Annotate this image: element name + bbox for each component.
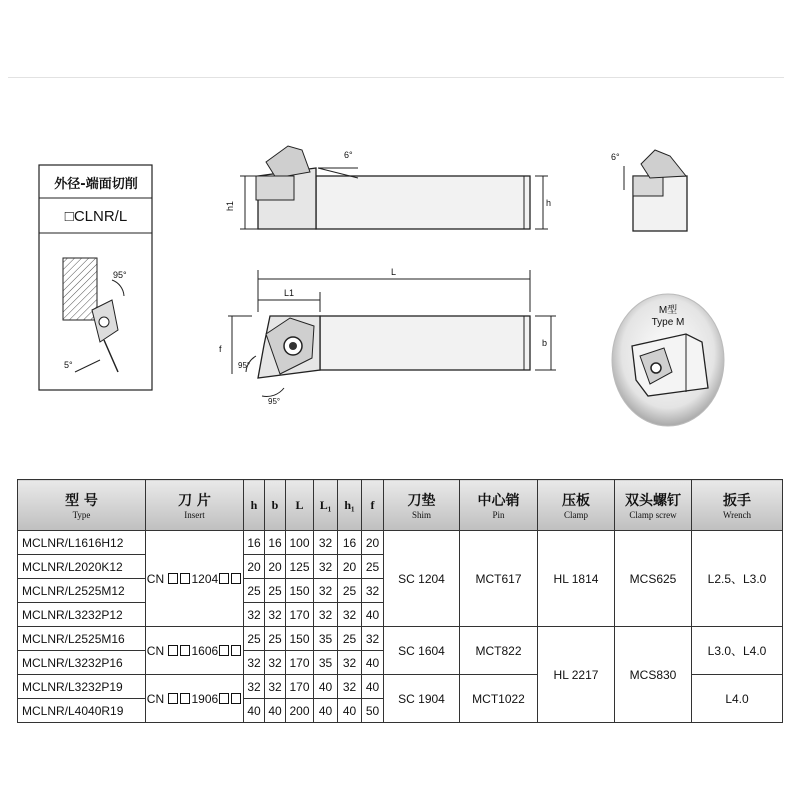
L-label: L xyxy=(391,267,397,277)
header-L1: L₁ xyxy=(314,480,338,531)
insert-cell: CN 1204 xyxy=(146,531,244,627)
side-view xyxy=(225,146,551,229)
L-cell: 170 xyxy=(286,651,314,675)
b-cell: 40 xyxy=(265,699,286,723)
operation-title: 外径-端面切削 xyxy=(54,177,138,192)
b-cell: 32 xyxy=(265,603,286,627)
table-header-row xyxy=(18,480,783,531)
h1-cell: 32 xyxy=(338,603,362,627)
type-m-cn: M型 xyxy=(658,305,678,316)
b-cell: 32 xyxy=(265,675,286,699)
clamp-cell: HL 2217 xyxy=(538,627,615,723)
b-cell: 20 xyxy=(265,555,286,579)
L-cell: 150 xyxy=(286,627,314,651)
h-cell: 32 xyxy=(244,603,265,627)
L1-cell: 40 xyxy=(314,675,338,699)
header-h1: h₁ xyxy=(338,480,362,531)
L1-cell: 32 xyxy=(314,579,338,603)
L-cell: 100 xyxy=(286,531,314,555)
h1-cell: 32 xyxy=(338,675,362,699)
L1-cell: 40 xyxy=(314,699,338,723)
h1-cell: 40 xyxy=(338,699,362,723)
angle-6-label-end: 6° xyxy=(611,152,620,162)
L1-label: L1 xyxy=(284,288,295,298)
wrench-cell: L2.5、L3.0 xyxy=(692,531,783,627)
h-cell: 40 xyxy=(244,699,265,723)
shim-cell: SC 1604 xyxy=(384,627,460,675)
h-cell: 32 xyxy=(244,675,265,699)
clamp-screw-cell: MCS625 xyxy=(615,531,692,627)
L1-cell: 35 xyxy=(314,651,338,675)
pin-cell: MCT617 xyxy=(460,531,538,627)
L1-cell: 32 xyxy=(314,531,338,555)
f-cell: 20 xyxy=(362,531,384,555)
clamp-screw-cell: MCS830 xyxy=(615,627,692,723)
type-cell: MCLNR/L3232P16 xyxy=(18,651,146,675)
wrench-cell: L3.0、L4.0 xyxy=(692,627,783,675)
clamp-cell: HL 1814 xyxy=(538,531,615,627)
L-cell: 200 xyxy=(286,699,314,723)
L-cell: 170 xyxy=(286,675,314,699)
shim-cell: SC 1904 xyxy=(384,675,460,723)
h-cell: 20 xyxy=(244,555,265,579)
L1-cell: 32 xyxy=(314,555,338,579)
header-pin: 中心销 Pin xyxy=(460,480,538,531)
header-b: b xyxy=(265,480,286,531)
shim-cell: SC 1204 xyxy=(384,531,460,627)
type-m-label xyxy=(626,305,710,329)
h-cell: 25 xyxy=(244,579,265,603)
table-row xyxy=(18,531,783,555)
type-cell: MCLNR/L1616H12 xyxy=(18,531,146,555)
angle-95-label: 95° xyxy=(113,270,127,280)
operation-code: □CLNR/L xyxy=(64,208,128,225)
header-type: 型 号 Type xyxy=(18,480,146,531)
header-h: h xyxy=(244,480,265,531)
header-insert: 刀 片 Insert xyxy=(146,480,244,531)
type-cell: MCLNR/L4040R19 xyxy=(18,699,146,723)
pin-cell: MCT1022 xyxy=(460,675,538,723)
header-wrench: 扳手 Wrench xyxy=(692,480,783,531)
type-m-en: Type M xyxy=(651,317,685,328)
h1-cell: 20 xyxy=(338,555,362,579)
h-label: h xyxy=(546,198,552,208)
angle-95-label-top1: 95° xyxy=(238,361,251,370)
spec-table xyxy=(17,479,783,723)
header-shim: 刀垫 Shim xyxy=(384,480,460,531)
angle-5-label: 5° xyxy=(64,360,73,370)
wrench-cell: L4.0 xyxy=(692,675,783,723)
f-cell: 40 xyxy=(362,603,384,627)
type-cell: MCLNR/L2525M12 xyxy=(18,579,146,603)
end-view xyxy=(611,150,687,231)
h1-cell: 25 xyxy=(338,579,362,603)
L-cell: 170 xyxy=(286,603,314,627)
b-label: b xyxy=(542,338,548,348)
L-cell: 150 xyxy=(286,579,314,603)
h-cell: 25 xyxy=(244,627,265,651)
operation-box xyxy=(39,165,152,390)
b-cell: 25 xyxy=(265,579,286,603)
angle-6-label-side: 6° xyxy=(344,150,353,160)
insert-cell: CN 1906 xyxy=(146,675,244,723)
f-cell: 25 xyxy=(362,555,384,579)
table-row xyxy=(18,627,783,651)
f-cell: 40 xyxy=(362,675,384,699)
top-view xyxy=(219,267,556,406)
header-clamp: 压板 Clamp xyxy=(538,480,615,531)
angle-95-label-top2: 95° xyxy=(268,397,281,406)
header-f: f xyxy=(362,480,384,531)
h1-cell: 25 xyxy=(338,627,362,651)
b-cell: 25 xyxy=(265,627,286,651)
f-cell: 40 xyxy=(362,651,384,675)
pin-cell: MCT822 xyxy=(460,627,538,675)
h1-label: h1 xyxy=(225,200,235,211)
L-cell: 125 xyxy=(286,555,314,579)
header-L: L xyxy=(286,480,314,531)
type-cell: MCLNR/L2525M16 xyxy=(18,627,146,651)
b-cell: 16 xyxy=(265,531,286,555)
h-cell: 32 xyxy=(244,651,265,675)
type-cell: MCLNR/L3232P12 xyxy=(18,603,146,627)
f-cell: 32 xyxy=(362,627,384,651)
h1-cell: 32 xyxy=(338,651,362,675)
h-cell: 16 xyxy=(244,531,265,555)
b-cell: 32 xyxy=(265,651,286,675)
L1-cell: 35 xyxy=(314,627,338,651)
f-label: f xyxy=(219,344,222,354)
f-cell: 32 xyxy=(362,579,384,603)
L1-cell: 32 xyxy=(314,603,338,627)
f-cell: 50 xyxy=(362,699,384,723)
header-clamp-screw: 双头螺钉 Clamp screw xyxy=(615,480,692,531)
h1-cell: 16 xyxy=(338,531,362,555)
type-cell: MCLNR/L3232P19 xyxy=(18,675,146,699)
type-cell: MCLNR/L2020K12 xyxy=(18,555,146,579)
insert-cell: CN 1606 xyxy=(146,627,244,675)
